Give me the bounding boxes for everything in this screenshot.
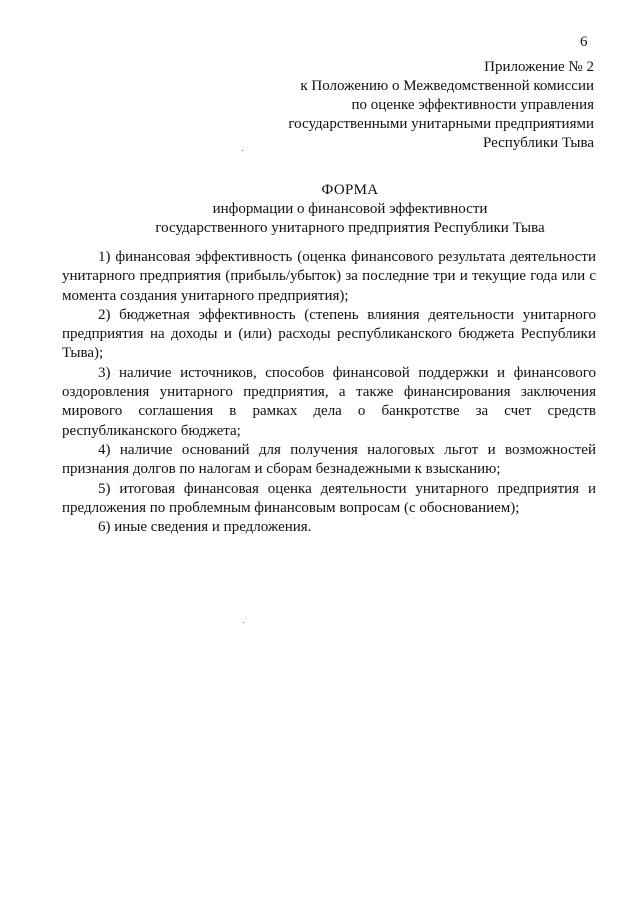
appendix-line: по оценке эффективности управления xyxy=(351,97,594,113)
form-subtitle-line: государственного унитарного предприятия Республики Тыва xyxy=(155,220,545,236)
form-item: 4) наличие оснований для получения налоговых льгот и возможностей признания долгов по налогам и сборам безнадежными к взысканию; xyxy=(62,441,596,478)
scan-speck xyxy=(242,150,243,151)
form-item: 1) финансовая эффективность (оценка финансового результата деятельности унитарного предприятия (прибыль/убыток) за последние три и текущие года или с момента создания унитарного предприятия); xyxy=(62,249,596,304)
form-items xyxy=(62,248,596,537)
scan-speck xyxy=(243,622,244,623)
appendix-header xyxy=(288,58,594,153)
appendix-line: Приложение № 2 xyxy=(484,59,594,75)
page-number: 6 xyxy=(580,34,588,50)
form-item: 6) иные сведения и предложения. xyxy=(98,519,312,536)
form-item: 5) итоговая финансовая оценка деятельности унитарного предприятия и предложения по проблемным финансовым вопросам (с обоснованием); xyxy=(62,480,596,516)
form-item: 3) наличие источников, способов финансовой поддержки и финансового оздоровления унитарного предприятия, а также финансирования заключения мирового соглашения в рамках дела о банкротстве за счет средств республиканского бюджета; xyxy=(62,364,596,439)
appendix-line: к Положению о Межведомственной комиссии xyxy=(300,78,594,94)
form-item: 2) бюджетная эффективность (степень влияния деятельности унитарного предприятия на доходы и (или) расходы республиканского бюджета Республики Тыва); xyxy=(62,306,596,362)
appendix-line: государственными унитарными предприятиями xyxy=(288,116,594,132)
form-heading: ФОРМА xyxy=(321,182,379,198)
appendix-line: Республики Тыва xyxy=(482,135,594,151)
form-title-block xyxy=(0,181,640,238)
form-subtitle-line: информации о финансовой эффективности xyxy=(212,201,488,217)
